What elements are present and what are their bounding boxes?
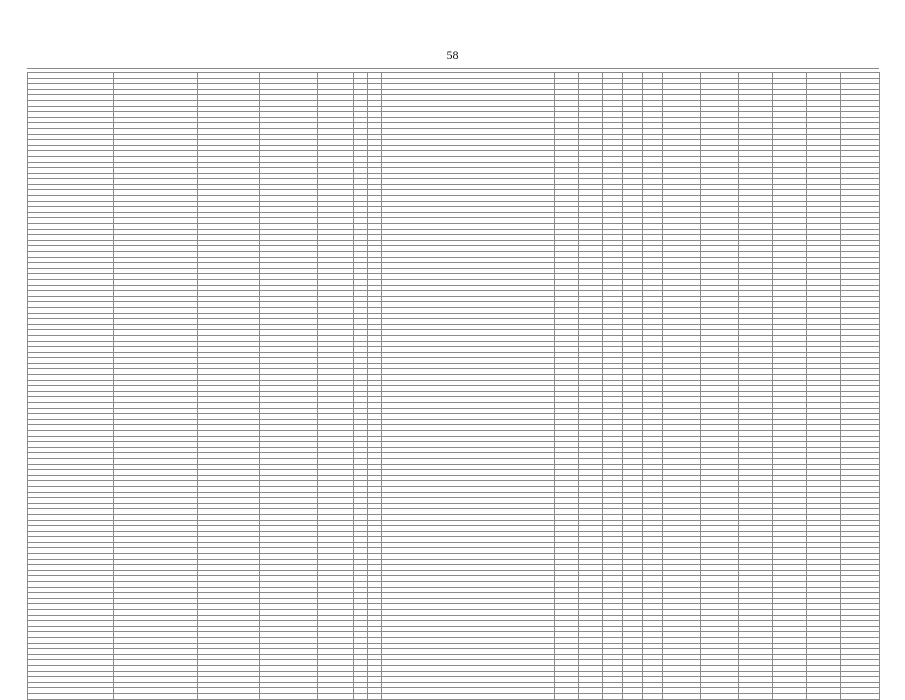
table-cell [382, 693, 555, 699]
table-cell [354, 693, 368, 699]
table-cell [603, 693, 623, 699]
table-cell [114, 693, 198, 699]
page-number: 58 [446, 48, 459, 62]
table-cell [739, 693, 773, 699]
table-cell [807, 693, 841, 699]
table-cell [368, 693, 382, 699]
table-cell [643, 693, 663, 699]
table-cell [623, 693, 643, 699]
table-cell [555, 693, 579, 699]
table-cell [198, 693, 260, 699]
table-cell [579, 693, 603, 699]
register-table-container [27, 72, 879, 620]
table-cell [260, 693, 318, 699]
table-row [28, 693, 880, 699]
table-top-rule [27, 68, 879, 69]
register-table [27, 72, 880, 700]
table-cell [28, 693, 114, 699]
table-cell [701, 693, 739, 699]
table-cell [841, 693, 880, 699]
table-cell [663, 693, 701, 699]
table-cell [773, 693, 807, 699]
table-cell [318, 693, 354, 699]
